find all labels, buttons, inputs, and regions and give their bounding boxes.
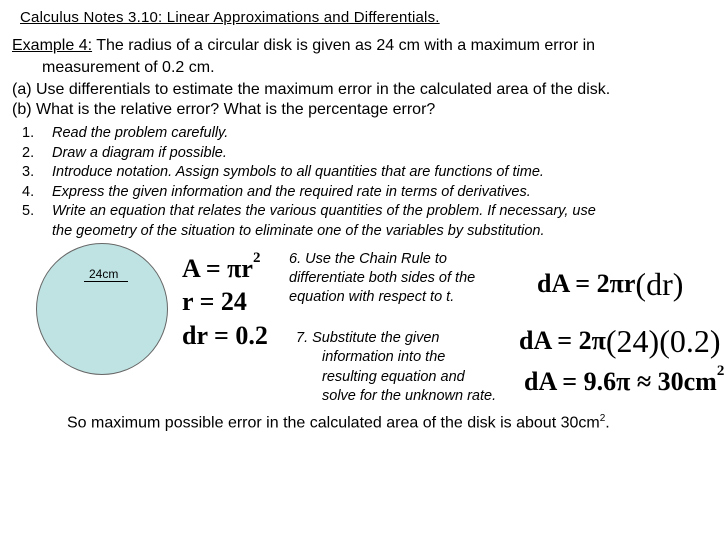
conclusion-body: So maximum possible error in the calculated area of the disk is about 30cm — [67, 414, 600, 432]
radius-line — [84, 281, 128, 282]
step-text: Read the problem carefully. — [52, 125, 229, 141]
result-formula — [524, 363, 724, 397]
step-item — [22, 144, 596, 164]
example-part-a: (a) Use differentials to estimate the maximum error in the calculated area of the disk. — [12, 81, 611, 98]
example-line-2: measurement of 0.2 cm. — [42, 59, 215, 76]
step-text: the geometry of the situation to eliminate one of the variables by substitution. — [52, 222, 545, 239]
page-title: Calculus Notes 3.10: Linear Approximations and Differentials. — [20, 9, 440, 26]
differential-formula — [537, 263, 683, 300]
radius-label: 24cm — [89, 267, 119, 281]
step-number: 4. — [22, 183, 35, 200]
step6-line: differentiate both sides of the — [289, 270, 476, 286]
area-exponent: 2 — [252, 250, 261, 266]
substituted-r: (24) — [605, 323, 660, 359]
step-number: 5. — [22, 203, 35, 219]
differential-paren: (dr) — [635, 266, 684, 302]
radius-value: r = 24 — [182, 287, 247, 316]
area-formula-text: A = πr — [182, 254, 253, 283]
result-formula-text: dA = 9.6π ≈ 30cm — [524, 367, 717, 396]
step6-line: 6. Use the Chain Rule to — [289, 251, 447, 267]
conclusion-end: . — [605, 414, 610, 432]
step6-line: equation with respect to t. — [289, 289, 455, 305]
step-text: Draw a diagram if possible. — [52, 144, 227, 161]
radius-error: dr = 0.2 — [182, 321, 268, 350]
disk-diagram — [36, 243, 168, 375]
step7-line: information into the — [322, 349, 446, 365]
step-text: Express the given information and the required rate in terms of derivatives. — [52, 183, 531, 200]
step-number: 3. — [22, 164, 35, 180]
area-formula — [182, 250, 261, 284]
step-text: Write an equation that relates the various quantities of the problem. If necessary, use — [52, 203, 596, 219]
example-text-1: The radius of a circular disk is given as 24 cm with a maximum error in — [92, 37, 596, 54]
result-exponent: 2 — [716, 363, 724, 379]
step-number: 1. — [22, 125, 35, 141]
step-number: 2. — [22, 144, 35, 161]
example-label: Example 4: — [12, 37, 93, 54]
step-text: Introduce notation. Assign symbols to all quantities that are functions of time. — [52, 164, 544, 180]
conclusion-text — [67, 413, 610, 432]
example-line-1 — [12, 36, 595, 56]
differential-formula-text: dA = 2πr — [537, 269, 636, 298]
substituted-dr: (0.2) — [659, 323, 721, 359]
example-part-b: (b) What is the relative error? What is the percentage error? — [12, 101, 436, 118]
substituted-formula — [519, 320, 721, 357]
substituted-formula-text: dA = 2π — [519, 326, 606, 355]
step6-note — [289, 250, 475, 307]
step7-line: solve for the unknown rate. — [322, 388, 497, 404]
step-item — [22, 124, 596, 144]
step-item-continued — [22, 222, 596, 242]
step7-line: 7. Substitute the given — [296, 330, 440, 346]
conclusion-exponent: 2 — [599, 413, 606, 424]
steps-list — [22, 124, 596, 241]
step-item — [22, 163, 596, 183]
step7-line: resulting equation and — [322, 369, 465, 385]
step-item — [22, 202, 596, 222]
step-item — [22, 183, 596, 203]
